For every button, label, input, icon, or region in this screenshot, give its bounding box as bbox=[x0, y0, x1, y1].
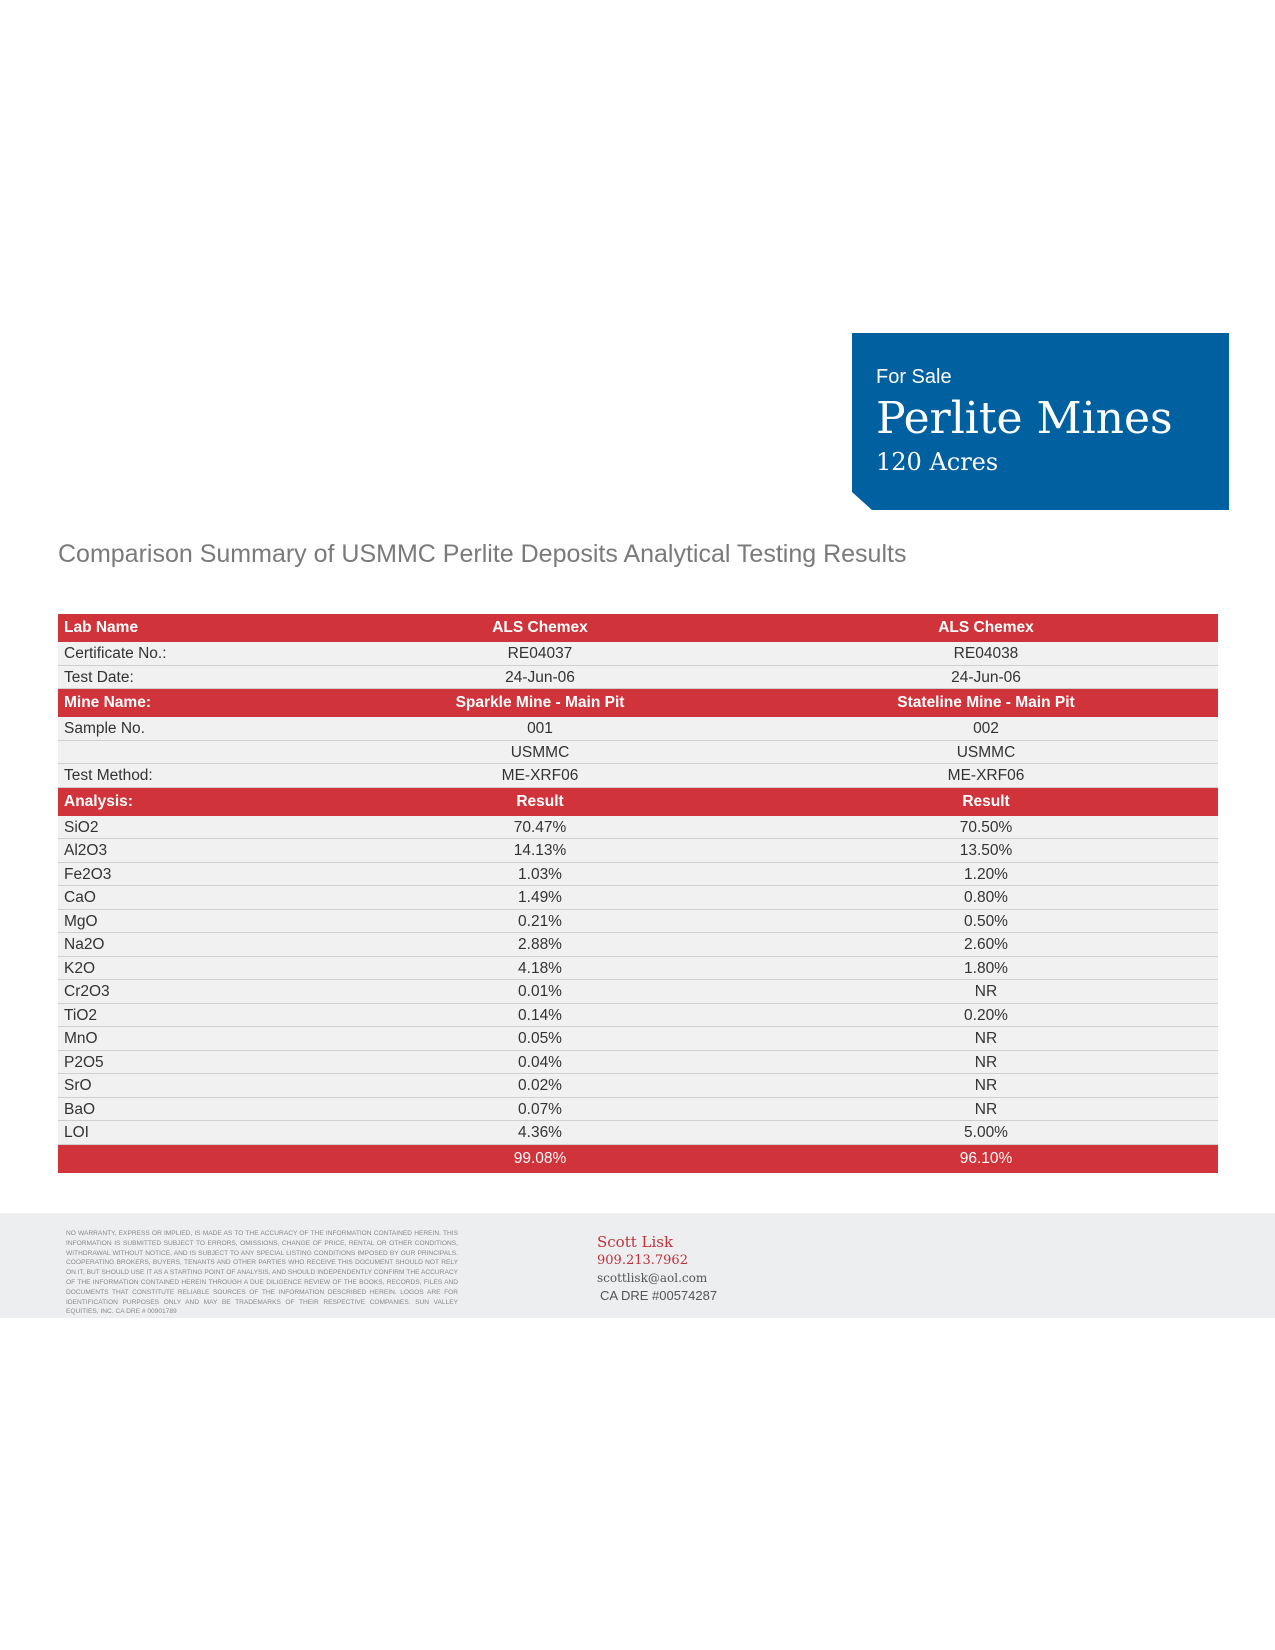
table-cell: Lab Name bbox=[64, 619, 139, 636]
table-cell: 0.14% bbox=[518, 1006, 562, 1024]
table-row bbox=[58, 816, 1218, 840]
table-cell: BaO bbox=[64, 1100, 96, 1118]
table-cell: 13.50% bbox=[959, 842, 1013, 859]
table-cell: 002 bbox=[973, 720, 999, 737]
table-row bbox=[58, 933, 1218, 957]
table-row bbox=[58, 642, 1218, 666]
table-cell: Sparkle Mine - Main Pit bbox=[455, 694, 625, 711]
table-cell: K2O bbox=[64, 959, 96, 977]
table-header-row bbox=[58, 614, 1218, 642]
table-cell: ALS Chemex bbox=[938, 619, 1034, 636]
banner-notch bbox=[852, 492, 872, 510]
table-cell: 0.50% bbox=[964, 912, 1008, 930]
table-cell: Cr2O3 bbox=[64, 983, 110, 1000]
table-cell: 14.13% bbox=[513, 842, 567, 859]
footer bbox=[0, 1213, 1275, 1318]
table-cell: 2.60% bbox=[964, 936, 1008, 953]
table-cell: 1.03% bbox=[518, 865, 562, 883]
table-cell: 001 bbox=[527, 720, 553, 737]
table-row bbox=[58, 717, 1218, 741]
table-row bbox=[58, 839, 1218, 863]
table-cell: 0.21% bbox=[518, 912, 562, 930]
table-row bbox=[58, 910, 1218, 934]
table-cell: Result bbox=[516, 792, 564, 810]
contact-phone: 909.213.7962 bbox=[597, 1253, 688, 1268]
table-cell: 1.49% bbox=[518, 889, 562, 906]
banner-subtitle: 120 Acres bbox=[876, 448, 999, 476]
table-cell: 0.01% bbox=[518, 983, 562, 1000]
table-row bbox=[58, 886, 1218, 910]
table-cell: ME-XRF06 bbox=[501, 767, 579, 784]
table-cell: NR bbox=[974, 1053, 998, 1071]
table-cell: TiO2 bbox=[64, 1006, 98, 1024]
results-table bbox=[58, 614, 1218, 1173]
table-cell: 70.47% bbox=[513, 818, 567, 836]
page-heading: Comparison Summary of USMMC Perlite Deposits Analytical Testing Results bbox=[58, 540, 907, 568]
table-cell: 1.20% bbox=[964, 865, 1008, 883]
table-header-row bbox=[58, 788, 1218, 816]
table-cell: SiO2 bbox=[64, 818, 99, 836]
table-cell: 4.18% bbox=[518, 959, 562, 977]
table-cell: RE04038 bbox=[953, 645, 1019, 662]
table-cell: 0.05% bbox=[518, 1030, 562, 1047]
table-cell: CaO bbox=[64, 889, 96, 906]
table-row bbox=[58, 1004, 1218, 1028]
table-header-row bbox=[58, 689, 1218, 717]
table-cell: NR bbox=[974, 1030, 998, 1047]
for-sale-banner bbox=[852, 333, 1229, 510]
table-cell: ALS Chemex bbox=[492, 619, 588, 636]
table-cell: 5.00% bbox=[964, 1124, 1008, 1141]
table-row bbox=[58, 1027, 1218, 1051]
table-cell: RE04037 bbox=[507, 645, 573, 662]
table-cell: Result bbox=[962, 792, 1010, 810]
table-cell: Test Method: bbox=[64, 767, 153, 784]
table-cell: Certificate No.: bbox=[64, 645, 167, 662]
table-cell: Na2O bbox=[64, 936, 105, 953]
table-cell: USMMC bbox=[956, 743, 1016, 761]
table-cell: 70.50% bbox=[959, 818, 1013, 836]
table-cell: MnO bbox=[64, 1030, 98, 1047]
table-cell bbox=[58, 741, 326, 765]
table-cell: Sample No. bbox=[64, 720, 145, 737]
table-cell: P2O5 bbox=[64, 1053, 104, 1071]
contact-name: Scott Lisk bbox=[597, 1233, 674, 1251]
table-row bbox=[58, 863, 1218, 887]
table-cell: 0.02% bbox=[518, 1077, 562, 1094]
banner-eyebrow: For Sale bbox=[876, 366, 952, 388]
table-cell: Analysis: bbox=[64, 792, 133, 810]
table-cell: Al2O3 bbox=[64, 842, 108, 859]
table-cell: Fe2O3 bbox=[64, 865, 112, 883]
table-cell: Test Date: bbox=[64, 668, 134, 686]
contact-license: CA DRE #00574287 bbox=[600, 1288, 718, 1303]
table-cell: SrO bbox=[64, 1077, 92, 1094]
table-cell: Stateline Mine - Main Pit bbox=[897, 694, 1075, 711]
table-total-row bbox=[58, 1145, 1218, 1173]
table-cell: 24-Jun-06 bbox=[505, 668, 575, 686]
table-cell: 0.04% bbox=[518, 1053, 562, 1071]
table-cell: 4.36% bbox=[518, 1124, 562, 1141]
table-cell bbox=[58, 1145, 326, 1173]
table-cell: 24-Jun-06 bbox=[951, 668, 1021, 686]
table-cell: 1.80% bbox=[964, 959, 1008, 977]
table-cell: LOI bbox=[64, 1124, 89, 1141]
table-cell: 0.20% bbox=[964, 1006, 1008, 1024]
contact-email: scottlisk@aol.com bbox=[597, 1271, 708, 1285]
banner-title: Perlite Mines bbox=[876, 393, 1173, 444]
table-cell: 2.88% bbox=[518, 936, 562, 953]
table-row bbox=[58, 1051, 1218, 1075]
table-cell: NR bbox=[974, 1100, 998, 1118]
table-cell: 0.80% bbox=[964, 889, 1008, 906]
table-row bbox=[58, 1074, 1218, 1098]
table-cell: 96.10% bbox=[959, 1149, 1013, 1167]
table-cell: NR bbox=[974, 1077, 998, 1094]
table-row bbox=[58, 741, 1218, 765]
table-cell: ME-XRF06 bbox=[947, 767, 1025, 784]
contact-block bbox=[597, 1233, 717, 1304]
table-cell: NR bbox=[974, 983, 998, 1000]
table-cell: Mine Name: bbox=[64, 694, 151, 711]
table-row bbox=[58, 1121, 1218, 1145]
table-row bbox=[58, 764, 1218, 788]
table-row bbox=[58, 957, 1218, 981]
table-row bbox=[58, 666, 1218, 690]
table-cell: USMMC bbox=[510, 743, 570, 761]
table-cell: MgO bbox=[64, 912, 98, 930]
table-row bbox=[58, 1098, 1218, 1122]
table-row bbox=[58, 980, 1218, 1004]
disclaimer-text: NO WARRANTY, EXPRESS OR IMPLIED, IS MADE AS TO THE ACCURACY OF THE INFORMATION CONTAINED HEREIN. THIS INFORMATION IS SUBMITTED SUBJECT TO ERRORS, OMISSIONS, CHANGE OF PRICE, RENTAL OR OTHER CONDITIONS, WITHDRAWAL WITHOUT NOTICE, AND IS SUBJECT TO ANY SPECIAL LISTING CONDITIONS IMPOSED BY OUR PRINCIPALS. COOPERATING BROKERS, BUYERS, TENANTS AND OTHER PARTIES WHO RECEIVE THIS DOCUMENT SHOULD NOT RELY ON IT, BUT SHOULD USE IT AS A STARTING POINT OF ANALYSIS, AND SHOULD INDEPENDENTLY CONFIRM THE ACCURACY OF THE INFORMATION CONTAINED HEREIN THROUGH A DUE DILIGENCE REVIEW OF THE BOOKS, RECORDS, FILES AND DOCUMENTS THAT CONSTITUTE RELIABLE SOURCES OF THE INFORMATION DESCRIBED HEREIN. LOGOS ARE FOR IDENTIFICATION PURPOSES ONLY AND MAY BE TRADEMARKS OF THEIR RESPECTIVE COMPANIES. SUN VALLEY EQUITIES, INC. CA DRE # 00901789 bbox=[66, 1230, 458, 1316]
table-cell: 99.08% bbox=[513, 1149, 567, 1167]
table-cell: 0.07% bbox=[518, 1100, 562, 1118]
